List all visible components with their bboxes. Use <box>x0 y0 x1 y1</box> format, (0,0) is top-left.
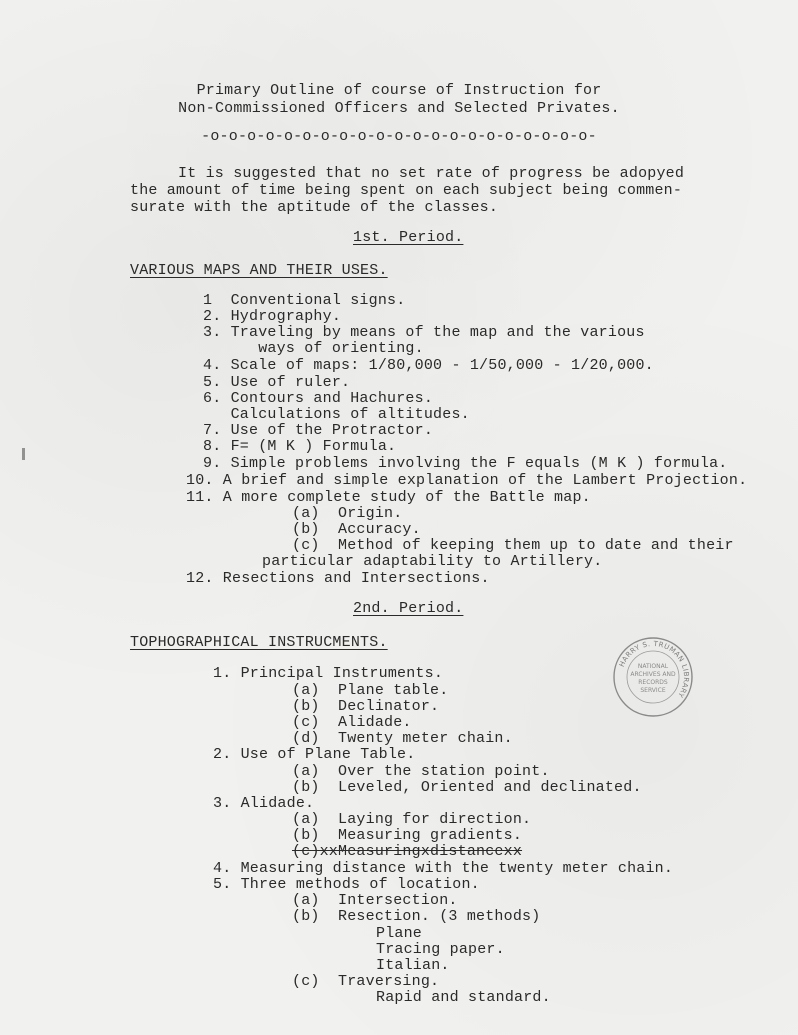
svg-text:HARRY S. TRUMAN LIBRARY: HARRY S. TRUMAN LIBRARY <box>617 639 691 700</box>
list-item: 10. A brief and simple explanation of the Lambert Projection. <box>186 472 748 489</box>
struck-out-line: (c)xxMeasuringxdistancexx <box>292 843 523 860</box>
svg-text:RECORDS: RECORDS <box>638 679 668 686</box>
title-divider: -o-o-o-o-o-o-o-o-o-o-o-o-o-o-o-o-o-o-o-o-o- <box>201 128 597 145</box>
archives-stamp-seal <box>612 636 694 718</box>
period-2-title: 2nd. Period. <box>353 600 464 617</box>
list-item: (b) Accuracy. <box>292 521 421 538</box>
list-item: (d) Twenty meter chain. <box>292 730 513 747</box>
doc-title-line-2: Non-Commissioned Officers and Selected Privates. <box>178 100 620 117</box>
list-item: (b) Resection. (3 methods) <box>292 908 541 925</box>
list-item: 1. Principal Instruments. <box>213 665 444 682</box>
list-item: (a) Intersection. <box>292 892 458 909</box>
section-various-maps: VARIOUS MAPS AND THEIR USES. <box>130 262 388 279</box>
list-item: Italian. <box>376 957 450 974</box>
list-item: (c) Traversing. <box>292 973 440 990</box>
list-item: (b) Declinator. <box>292 698 440 715</box>
list-item: ways of orienting. <box>203 340 424 357</box>
list-item: (a) Laying for direction. <box>292 811 532 828</box>
list-item: 6. Contours and Hachures. <box>203 390 434 407</box>
list-item: (a) Over the station point. <box>292 763 550 780</box>
list-item: (c) Alidade. <box>292 714 412 731</box>
list-item: 4. Measuring distance with the twenty meter chain. <box>213 860 674 877</box>
list-item: 1 Conventional signs. <box>203 292 406 309</box>
period-1-title: 1st. Period. <box>353 229 464 246</box>
intro-line-1: It is suggested that no set rate of progress be adopyed <box>178 165 685 182</box>
list-item: particular adaptability to Artillery. <box>262 553 603 570</box>
svg-text:NATIONAL: NATIONAL <box>637 663 669 670</box>
list-item: 3. Traveling by means of the map and the various <box>203 324 645 341</box>
list-item: Plane <box>376 925 423 942</box>
list-item: (b) Measuring gradients. <box>292 827 523 844</box>
doc-title-line-1: Primary Outline of course of Instruction for <box>196 82 602 99</box>
list-item: 12. Resections and Intersections. <box>186 570 490 587</box>
section-topographical-instruments: TOPHOGRAPHICAL INSTRUCMENTS. <box>130 634 388 651</box>
list-item: 8. F= (M K ) Formula. <box>203 438 397 455</box>
list-item: (a) Plane table. <box>292 682 449 699</box>
list-item: 7. Use of the Protractor. <box>203 422 434 439</box>
list-item: 9. Simple problems involving the F equals (M K ) formula. <box>203 455 728 472</box>
list-item: 5. Use of ruler. <box>203 374 351 391</box>
list-item: (b) Leveled, Oriented and declinated. <box>292 779 642 796</box>
list-item: (a) Origin. <box>292 505 403 522</box>
list-item: 11. A more complete study of the Battle map. <box>186 489 591 506</box>
list-item: (c) Method of keeping them up to date and their <box>292 537 734 554</box>
list-item: Tracing paper. <box>376 941 505 958</box>
margin-mark <box>22 448 25 460</box>
list-item: Rapid and standard. <box>376 989 551 1006</box>
intro-line-3: surate with the aptitude of the classes. <box>130 199 499 216</box>
svg-text:SERVICE: SERVICE <box>640 687 666 694</box>
list-item: 4. Scale of maps: 1/80,000 - 1/50,000 - 1/20,000. <box>203 357 654 374</box>
svg-text:ARCHIVES AND: ARCHIVES AND <box>630 671 676 678</box>
list-item: Calculations of altitudes. <box>203 406 470 423</box>
intro-line-2: the amount of time being spent on each subject being commen- <box>130 182 683 199</box>
list-item: 3. Alidade. <box>213 795 315 812</box>
list-item: 2. Use of Plane Table. <box>213 746 416 763</box>
list-item: 5. Three methods of location. <box>213 876 480 893</box>
list-item: 2. Hydrography. <box>203 308 342 325</box>
